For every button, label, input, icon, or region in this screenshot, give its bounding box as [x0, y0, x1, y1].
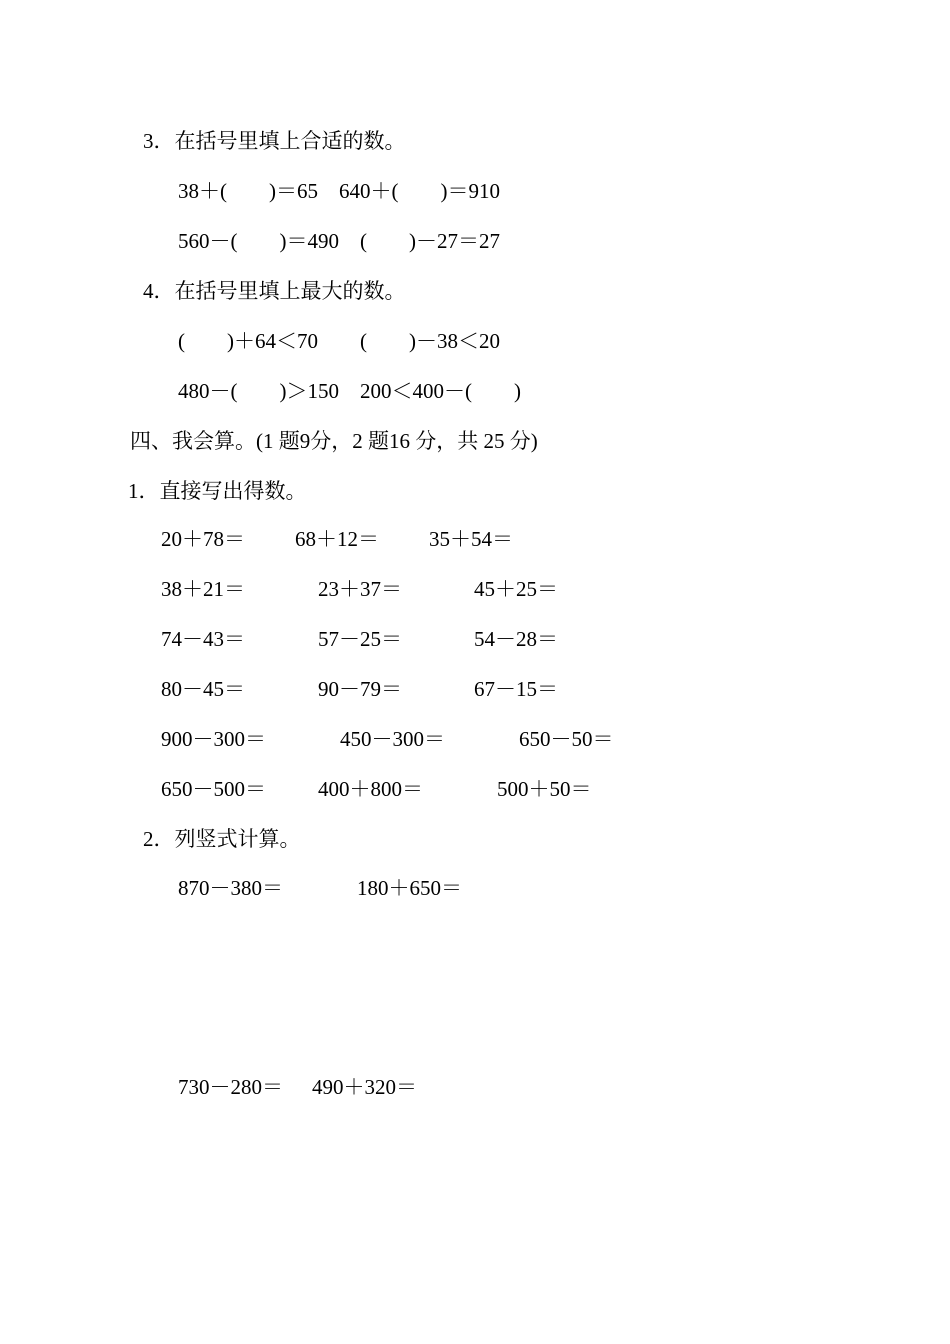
calc-item: 20＋78＝: [161, 527, 245, 551]
q3-row-2: 560－( )＝490 ( )－27＝27: [178, 229, 500, 253]
vertical-calc-item: 730－280＝: [178, 1075, 283, 1099]
calc-item: 57－25＝: [318, 627, 402, 651]
calc-item: 450－300＝: [340, 727, 445, 751]
q3-row-1: 38＋( )＝65 640＋( )＝910: [178, 179, 500, 203]
vertical-calc-item: 870－380＝: [178, 876, 283, 900]
vertical-calc-item: 180＋650＝: [357, 876, 462, 900]
calc-item: 90－79＝: [318, 677, 402, 701]
calc-item: 67－15＝: [474, 677, 558, 701]
calc-item: 54－28＝: [474, 627, 558, 651]
q4-title: 4．在括号里填上最大的数。: [143, 279, 406, 303]
q3-title: 3．在括号里填上合适的数。: [143, 129, 406, 153]
section-heading: 四、我会算。(1 题9分，2 题16 分，共 25 分): [130, 429, 538, 453]
calc-item: 45＋25＝: [474, 577, 558, 601]
sub1-title: 1．直接写出得数。: [128, 479, 307, 503]
calc-item: 650－500＝: [161, 777, 266, 801]
calc-item: 74－43＝: [161, 627, 245, 651]
calc-item: 23＋37＝: [318, 577, 402, 601]
vertical-calc-item: 490＋320＝: [312, 1075, 417, 1099]
q4-row-2: 480－( )＞150 200＜400－( ): [178, 379, 521, 403]
calc-item: 38＋21＝: [161, 577, 245, 601]
calc-item: 80－45＝: [161, 677, 245, 701]
q4-row-1: ( )＋64＜70 ( )－38＜20: [178, 329, 500, 353]
calc-item: 35＋54＝: [429, 527, 513, 551]
calc-item: 650－50＝: [519, 727, 614, 751]
calc-item: 68＋12＝: [295, 527, 379, 551]
calc-item: 900－300＝: [161, 727, 266, 751]
calc-item: 400＋800＝: [318, 777, 423, 801]
sub2-title: 2．列竖式计算。: [143, 827, 301, 851]
calc-item: 500＋50＝: [497, 777, 592, 801]
